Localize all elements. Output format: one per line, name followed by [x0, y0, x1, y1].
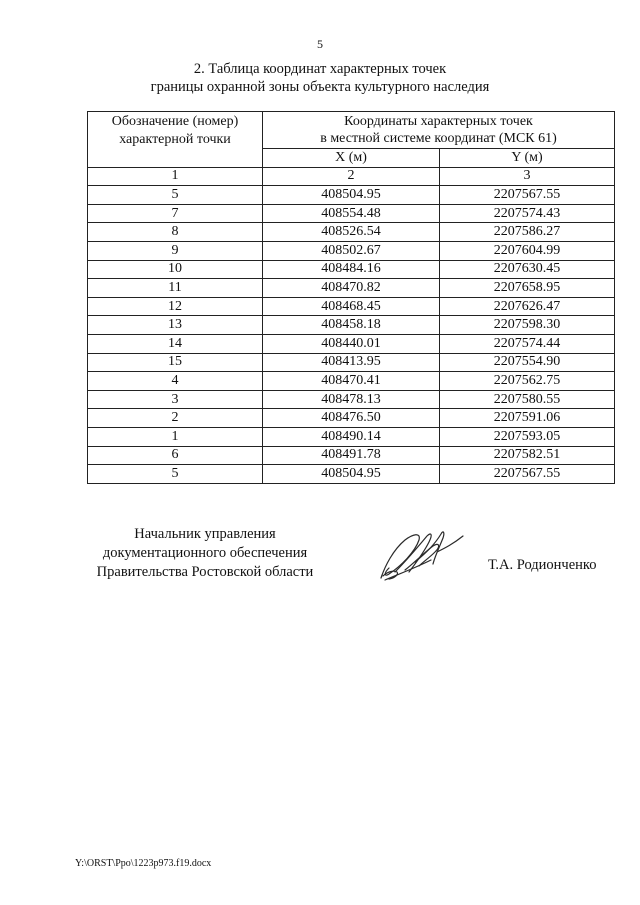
point-cell: 2	[88, 409, 263, 428]
numbering-cell: 2	[263, 167, 440, 186]
point-cell: 9	[88, 241, 263, 260]
table-row	[88, 241, 615, 260]
y-cell: 2207567.55	[440, 186, 615, 205]
header-coordinates	[263, 112, 615, 149]
table-row	[88, 372, 615, 391]
x-cell: 408554.48	[263, 204, 440, 223]
handwritten-signature	[375, 522, 467, 584]
x-cell: 408490.14	[263, 427, 440, 446]
table-row	[88, 465, 615, 484]
y-cell: 2207604.99	[440, 241, 615, 260]
x-cell: 408458.18	[263, 316, 440, 335]
point-cell: 5	[88, 186, 263, 205]
point-cell: 8	[88, 223, 263, 242]
page-number: 5	[317, 37, 323, 51]
y-cell: 2207582.51	[440, 446, 615, 465]
x-cell: 408504.95	[263, 186, 440, 205]
point-cell: 4	[88, 372, 263, 391]
x-cell: 408478.13	[263, 390, 440, 409]
x-cell: 408476.50	[263, 409, 440, 428]
x-cell: 408491.78	[263, 446, 440, 465]
point-cell: 6	[88, 446, 263, 465]
y-cell: 2207574.44	[440, 334, 615, 353]
header-coords-line-1: Координаты характерных точек	[344, 114, 533, 129]
x-cell: 408440.01	[263, 334, 440, 353]
point-cell: 11	[88, 279, 263, 298]
point-cell: 14	[88, 334, 263, 353]
table-row	[88, 353, 615, 372]
y-cell: 2207562.75	[440, 372, 615, 391]
header-point-line-2: характерной точки	[119, 132, 231, 147]
position-line-3: Правительства Ростовской области	[96, 564, 314, 580]
y-cell: 2207574.43	[440, 204, 615, 223]
y-cell: 2207554.90	[440, 353, 615, 372]
y-cell: 2207567.55	[440, 465, 615, 484]
y-cell: 2207580.55	[440, 390, 615, 409]
point-cell: 12	[88, 297, 263, 316]
y-cell: 2207658.95	[440, 279, 615, 298]
position-line-1: Начальник управления	[134, 526, 276, 542]
table-row	[88, 223, 615, 242]
point-cell: 10	[88, 260, 263, 279]
x-cell: 408470.82	[263, 279, 440, 298]
title-line-1: 2. Таблица координат характерных точек	[193, 61, 447, 77]
x-cell: 408484.16	[263, 260, 440, 279]
header-coords-line-2: в местной системе координат (МСК 61)	[320, 131, 557, 146]
numbering-cell: 1	[88, 167, 263, 186]
y-cell: 2207630.45	[440, 260, 615, 279]
x-cell: 408526.54	[263, 223, 440, 242]
x-cell: 408504.95	[263, 465, 440, 484]
document-title	[0, 60, 640, 96]
table-header-row	[88, 112, 615, 149]
header-point-designation	[88, 112, 263, 168]
table-numbering-row	[88, 167, 615, 186]
signatory-position	[85, 525, 325, 582]
table-row	[88, 297, 615, 316]
header-point-line-1: Обозначение (номер)	[111, 114, 239, 129]
table-row	[88, 186, 615, 205]
table-row	[88, 446, 615, 465]
y-cell: 2207591.06	[440, 409, 615, 428]
x-cell: 408502.67	[263, 241, 440, 260]
y-cell: 2207626.47	[440, 297, 615, 316]
y-cell: 2207598.30	[440, 316, 615, 335]
table-row	[88, 279, 615, 298]
point-cell: 13	[88, 316, 263, 335]
point-cell: 5	[88, 465, 263, 484]
header-y: Y (м)	[440, 149, 615, 168]
table-row	[88, 204, 615, 223]
signer-name: Т.А. Родионченко	[488, 557, 597, 573]
point-cell: 3	[88, 390, 263, 409]
position-line-2: документационного обеспечения	[102, 545, 308, 561]
table-row	[88, 316, 615, 335]
y-cell: 2207593.05	[440, 427, 615, 446]
y-cell: 2207586.27	[440, 223, 615, 242]
header-x: X (м)	[263, 149, 440, 168]
x-cell: 408470.41	[263, 372, 440, 391]
file-path-footer: Y:\ORST\Ppo\1223p973.f19.docx	[75, 858, 212, 869]
title-line-2: границы охранной зоны объекта культурного наследия	[150, 79, 490, 95]
numbering-cell: 3	[440, 167, 615, 186]
point-cell: 15	[88, 353, 263, 372]
point-cell: 1	[88, 427, 263, 446]
point-cell: 7	[88, 204, 263, 223]
table-row	[88, 409, 615, 428]
table-row	[88, 427, 615, 446]
x-cell: 408413.95	[263, 353, 440, 372]
table-row	[88, 260, 615, 279]
coordinates-table	[87, 111, 615, 484]
x-cell: 408468.45	[263, 297, 440, 316]
table-row	[88, 334, 615, 353]
table-row	[88, 390, 615, 409]
